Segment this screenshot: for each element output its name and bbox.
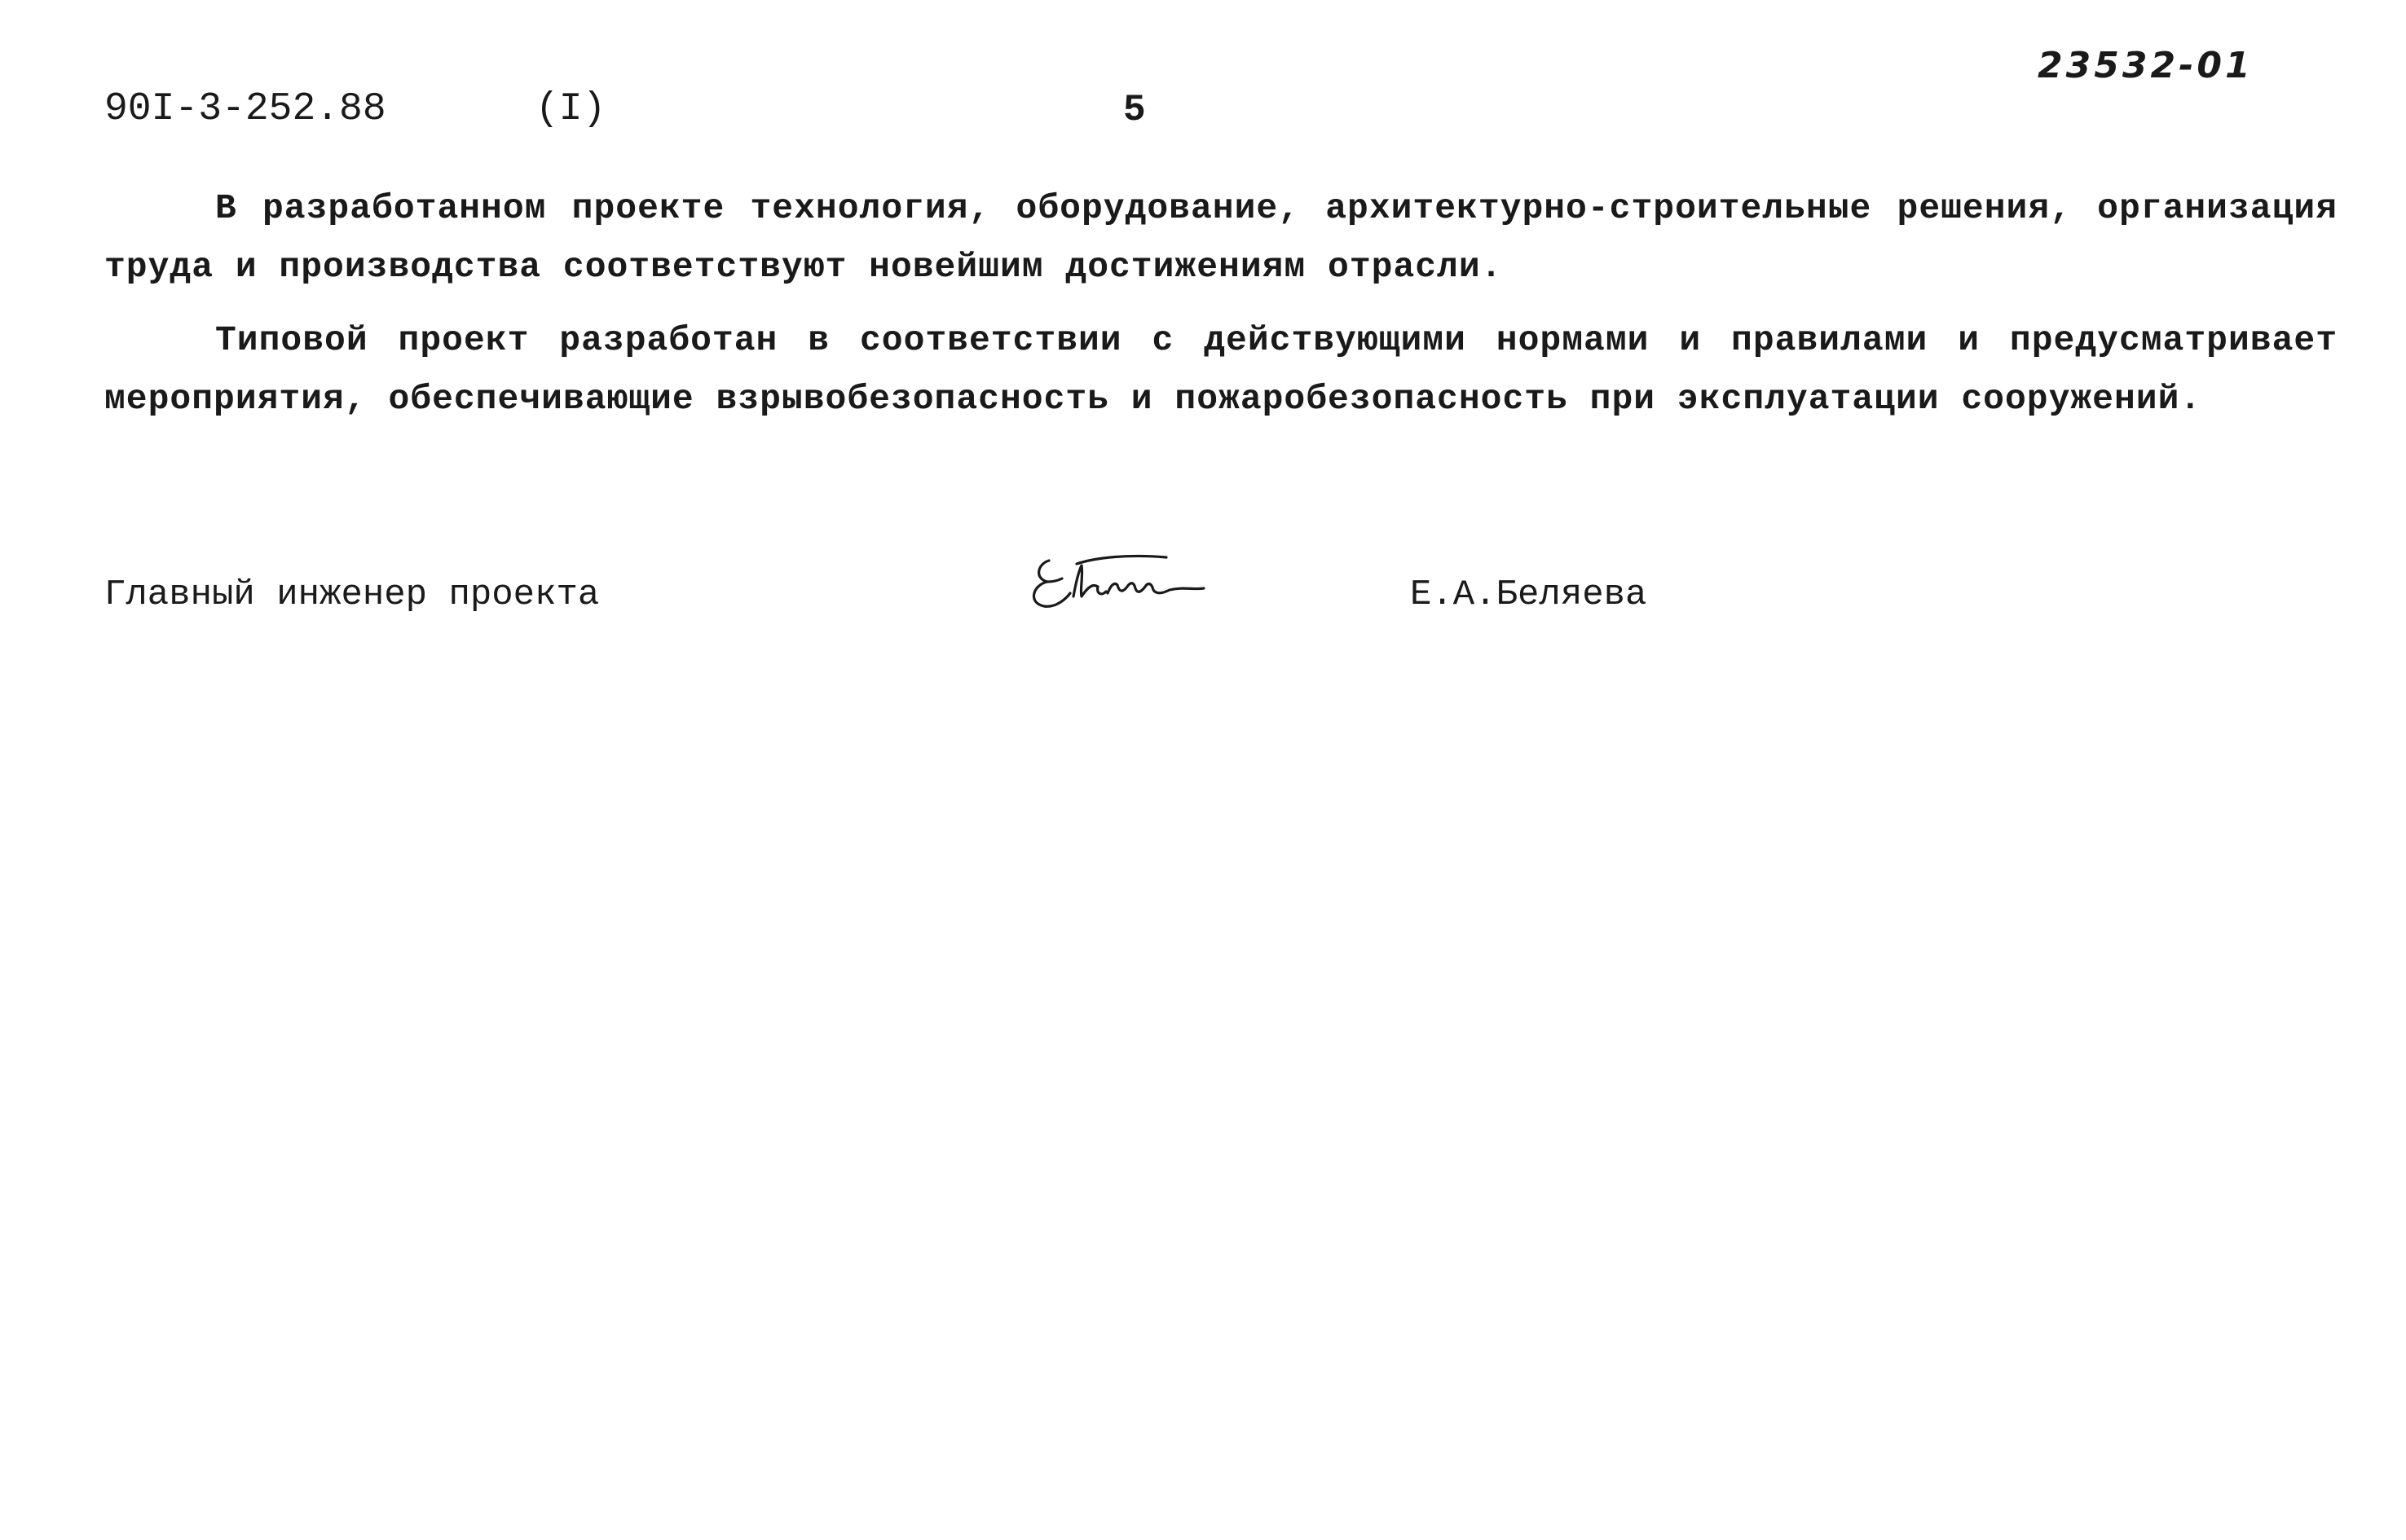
signatory-role: Главный инженер проекта bbox=[104, 574, 600, 615]
archive-number: 23532-01 bbox=[2038, 45, 2254, 86]
page-number: 5 bbox=[1123, 89, 1146, 131]
paragraph: В разработанном проекте технология, оборудование, архитектурно-строительные решения, организация труда и производства соответствуют новейшим достижениям отрасли. bbox=[104, 188, 2338, 287]
signatory-name: Е.А.Беляева bbox=[1410, 574, 1647, 615]
document-code: 90I-3-252.88 bbox=[104, 87, 386, 131]
handwritten-signature bbox=[1023, 546, 1210, 619]
paragraph: Типовой проект разработан в соответствии с действующими нормами и правилами и предусматривает мероприятия, обеспечивающие взрывобезопасность и пожаробезопасность при эксплуатации сооружений. bbox=[104, 320, 2338, 419]
document-part: (I) bbox=[535, 87, 606, 131]
